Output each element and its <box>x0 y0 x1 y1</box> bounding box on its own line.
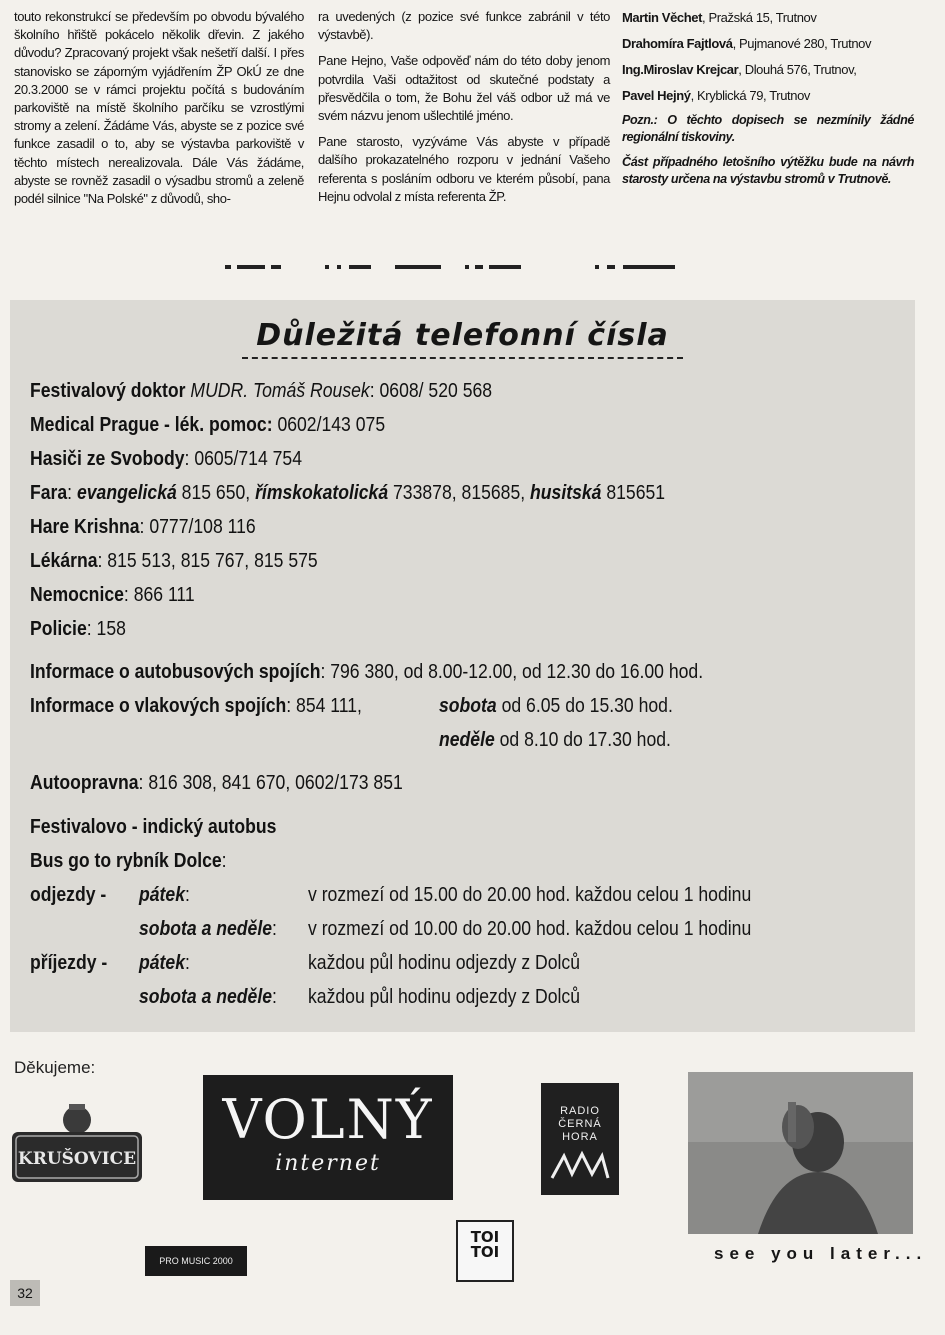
shuttle-subtitle: Bus go to rybník Dolce: <box>30 850 227 872</box>
arrivals-friday: každou půl hodinu odjezdy z Dolců <box>308 952 581 974</box>
krusovice-logo <box>12 1098 142 1190</box>
volny-logo <box>203 1075 453 1200</box>
arrivals-label: příjezdy - <box>30 952 108 974</box>
parish-label: římskokatolická <box>255 482 389 504</box>
parish-label: husitská <box>530 482 602 504</box>
thanks-label: Děkujeme: <box>14 1058 96 1077</box>
phone-line-doctor <box>30 380 492 403</box>
phone-label: Fara <box>30 482 68 504</box>
panel-title <box>10 318 915 359</box>
volny-wordmark: VOLNÝ <box>222 1088 434 1151</box>
toi-text: TOI TOI <box>470 1228 500 1261</box>
editor-note: Část případného letošního výtěžku bude na návrh starosty určena na výstavbu stromů v Trutnově. <box>622 155 914 186</box>
departures-weekend: v rozmezí od 10.00 do 20.00 hod. každou celou 1 hodinu <box>308 918 752 940</box>
phone-label: Informace o vlakových spojích <box>30 695 287 717</box>
signatory-address: , Kryblická 79, Trutnov <box>690 88 811 103</box>
signatory-address: , Pujmanové 280, Trutnov <box>732 36 872 51</box>
toi-toi-logo <box>456 1220 514 1282</box>
phone-number: : 0605/714 754 <box>184 448 303 470</box>
friday-label: pátek: <box>139 952 190 974</box>
phone-number: : 816 308, 841 670, 0602/173 851 <box>138 772 403 794</box>
article-column-1 <box>14 8 304 216</box>
hours: od 6.05 do 15.30 hod. <box>496 695 673 717</box>
phone-number: : 158 <box>86 618 126 640</box>
article-paragraph: Pane starosto, vyzýváme Vás abyste v případě dalšího prokazatelného rozporu v jednání Vašeho referenta s posláním odboru ve kterém působí, pana Hejnu odvolal z místa referenta ŽP. <box>318 134 610 204</box>
signatory <box>622 8 914 28</box>
phone-line-pharmacy <box>30 550 318 573</box>
pro-music-logo <box>145 1246 247 1276</box>
day-label: pátek <box>139 884 185 906</box>
volny-tagline: internet <box>275 1151 381 1176</box>
panel-title-text: Důležitá telefonní čísla <box>242 318 683 359</box>
article-paragraph: touto rekonstrukcí se především po obvodu bývalého školního hřiště pokácelo několik dřevin. Z jakého důvodu? Zpracovaný projekt však nešetří další. I přes stanovisko se záporným vyjádřením ŽP OkÚ ze dne 20.3.2000 se v rámci projektu počítá s budováním parkoviště na místě školního parčíku se vzrostlými stromy a zelení. Žádáme Vás, abyste se z pozice své funkce zasadil o to, aby se výstavba parkoviště v těchto místech nerealizovala. Dále Vás žádáme, abyste se rovněž zasadil o výsadbu stromů a zeleně podél silnice "Na Polské" z důvodů, sho- <box>14 9 304 207</box>
signatory-name: Pavel Hejný <box>622 88 691 103</box>
phone-line-parish: Fara: evangelická 815 650, římskokatolická 733878, 815685, husitská 815651 <box>30 482 666 504</box>
day-label: neděle <box>439 729 495 751</box>
krusovice-text: KRUŠOVICE <box>17 1149 137 1169</box>
mountain-icon <box>550 1150 610 1180</box>
signatory-name: Ing.Miroslav Krejcar <box>622 62 739 77</box>
signatory <box>622 86 914 106</box>
departures-friday: v rozmezí od 15.00 do 20.00 hod. každou celou 1 hodinu <box>308 884 752 906</box>
signatory-address: , Dlouhá 576, Trutnov, <box>738 62 857 77</box>
day-label: sobota a neděle <box>139 986 273 1008</box>
phone-number: : 796 380, od 8.00-12.00, od 12.30 do 16.00 hod. <box>320 661 704 683</box>
phone-number: 815 650, <box>176 482 256 504</box>
shuttle-title <box>30 816 276 839</box>
page-number: 32 <box>10 1280 40 1306</box>
phone-number: : 854 111, <box>286 695 362 717</box>
shuttle-subtitle-text: Bus go to rybník Dolce <box>30 850 222 872</box>
phone-label: Policie <box>30 618 87 640</box>
phone-label: Nemocnice <box>30 584 124 606</box>
phone-line-medical <box>30 414 385 437</box>
phone-line-fire <box>30 448 302 471</box>
phone-label: Autoopravna <box>30 772 139 794</box>
phone-line-police <box>30 618 126 641</box>
signatory-name: Drahomíra Fajtlová <box>622 36 733 51</box>
crown-icon <box>12 1098 142 1190</box>
phone-line-bus <box>30 661 703 684</box>
train-sunday-hours <box>439 729 671 752</box>
phone-line-hare <box>30 516 256 539</box>
phone-label: Medical Prague - lék. pomoc: <box>30 414 273 436</box>
phone-number: 0602/143 075 <box>272 414 386 436</box>
phone-number: : 815 513, 815 767, 815 575 <box>97 550 318 572</box>
phone-label: Lékárna <box>30 550 98 572</box>
shuttle-title-text: Festivalovo - indický autobus <box>30 816 277 838</box>
arrivals-weekend: každou půl hodinu odjezdy z Dolců <box>308 986 581 1008</box>
article-column-2 <box>318 8 610 214</box>
phone-number: 815651 <box>601 482 666 504</box>
photo-waving-man <box>688 1072 913 1234</box>
phone-numbers-panel <box>10 300 915 1032</box>
see-you-later-text: see you later... <box>714 1244 928 1263</box>
person-photo-icon <box>688 1072 913 1234</box>
editor-note: Pozn.: O těchto dopisech se nezmínily žádné regionální tiskoviny. <box>622 113 914 144</box>
phone-number: : 0608/ 520 568 <box>369 380 493 402</box>
article-paragraph: ra uvedených (z pozice své funkce zabránil v této výstavbě). <box>318 9 610 43</box>
signatory-name: Martin Věchet <box>622 10 703 25</box>
phone-label: Hasiči ze Svobody <box>30 448 185 470</box>
day-label: sobota a neděle <box>139 918 273 940</box>
phone-line-train <box>30 695 362 718</box>
radio-cerna-hora-logo <box>541 1083 619 1195</box>
signatory-address: , Pražská 15, Trutnov <box>702 10 817 25</box>
phone-label: Informace o autobusových spojích <box>30 661 321 683</box>
doctor-name: MUDR. Tomáš Rousek <box>185 380 370 402</box>
departures-label: odjezdy - <box>30 884 107 906</box>
signatories-column <box>622 8 914 196</box>
phone-line-garage <box>30 772 403 795</box>
weekend-label: sobota a neděle: <box>139 986 277 1008</box>
train-saturday-hours <box>439 695 673 718</box>
phone-label: Festivalový doktor <box>30 380 186 402</box>
signatory <box>622 34 914 54</box>
signatory <box>622 60 914 80</box>
phone-line-hospital <box>30 584 195 607</box>
phone-number: 733878, 815685, <box>388 482 531 504</box>
phone-number: : 0777/108 116 <box>139 516 256 538</box>
phone-label: Hare Krishna <box>30 516 140 538</box>
weekend-label: sobota a neděle: <box>139 918 277 940</box>
hours: od 8.10 do 17.30 hod. <box>494 729 671 751</box>
day-label: sobota <box>439 695 497 717</box>
day-label: pátek <box>139 952 185 974</box>
article-paragraph: Pane Hejno, Vaše odpověď nám do této doby jenom potvrdila Vaši odtažitost od skutečné podstaty a přesvědčila o tom, že Bohu žel váš odbor už má ve svém názvu jenom ušlechtilé jméno. <box>318 53 610 124</box>
parish-label: evangelická <box>76 482 177 504</box>
phone-number: : 866 111 <box>123 584 195 606</box>
pms-text: PRO MUSIC 2000 <box>159 1256 233 1266</box>
section-divider <box>225 262 695 272</box>
friday-label: pátek: <box>139 884 190 906</box>
radio-text: RADIO ČERNÁ HORA <box>558 1105 602 1143</box>
